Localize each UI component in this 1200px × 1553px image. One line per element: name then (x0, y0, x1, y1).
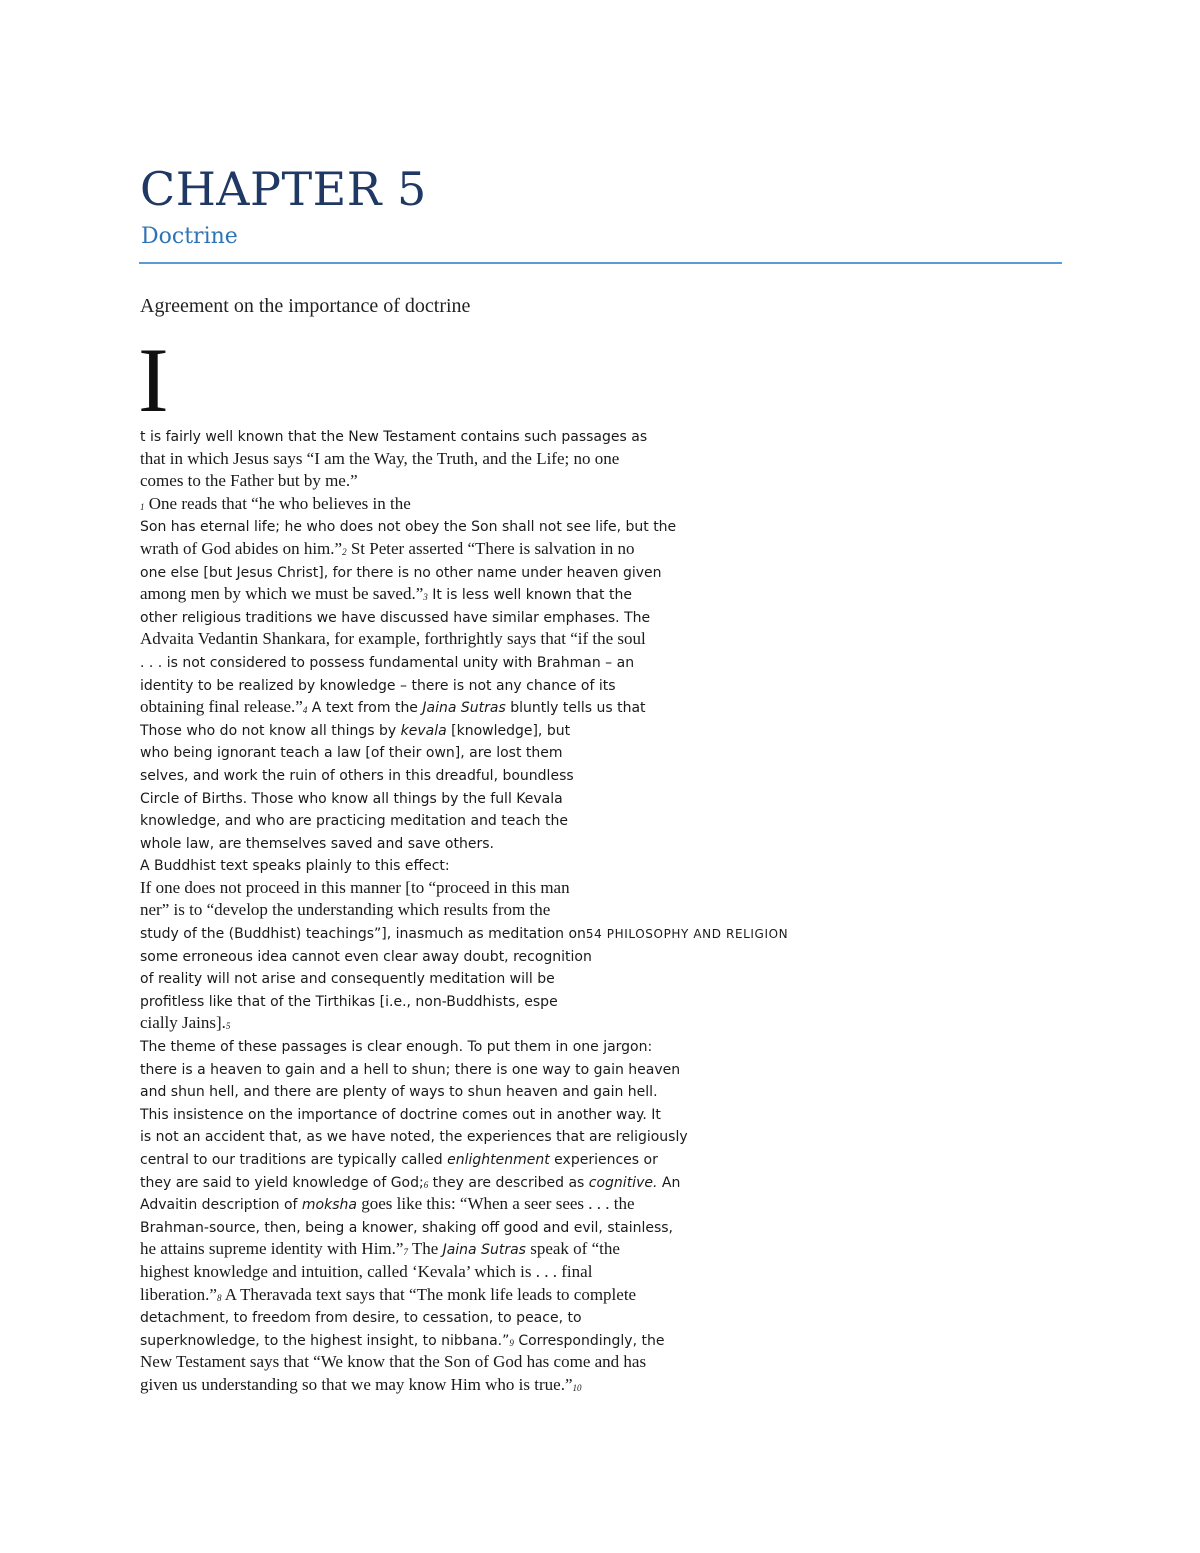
italic-term: enlightenment (447, 1152, 550, 1168)
text-run: superknowledge, to the highest insight, to nibbana.” (140, 1332, 510, 1349)
text-line (140, 741, 900, 764)
text-line (140, 1035, 900, 1058)
text-line (140, 628, 900, 651)
text-run: is not an accident that, as we have noted, the experiences that are religiously (140, 1129, 688, 1146)
text-run: It is less well known that the (427, 587, 632, 604)
text-run: highest knowledge and intuition, called ‘Kevala’ which is . . . final (140, 1261, 593, 1281)
text-run: knowledge, and who are practicing meditation and teach the (140, 813, 568, 830)
text-line (140, 719, 900, 742)
text-line (140, 1058, 900, 1081)
text-line (140, 1351, 900, 1374)
chapter-subtitle: Doctrine (141, 224, 238, 249)
text-run: experiences or (549, 1152, 658, 1168)
italic-term: kevala (400, 722, 447, 739)
footnote-marker: 7 (403, 1247, 408, 1258)
text-line (140, 1193, 900, 1216)
text-run: they are said to yield knowledge of God; (140, 1174, 424, 1191)
text-line (140, 1238, 900, 1261)
text-run: comes to the Father but by me.” (140, 471, 358, 491)
text-run: speak of “the (525, 1239, 620, 1259)
section-heading: Agreement on the importance of doctrine (140, 295, 471, 317)
text-run: liberation.” (140, 1284, 217, 1304)
footnote-marker: 6 (423, 1179, 429, 1190)
text-line (140, 1148, 900, 1171)
text-run: New Testament says that “We know that the Son of God has come and has (140, 1352, 647, 1372)
text-run: Son has eternal life; he who does not obey the Son shall not see life, but the (140, 519, 677, 536)
footnote-marker: 1 (140, 501, 145, 512)
footnote-marker: 2 (342, 546, 347, 557)
chapter-title: CHAPTER 5 (140, 162, 427, 216)
text-run: If one does not proceed in this manner [to “proceed in this man (140, 877, 570, 897)
text-line (140, 674, 900, 697)
title-divider (139, 262, 1062, 264)
footnote-marker: 8 (216, 1292, 222, 1303)
text-run: one else [but Jesus Christ], for there is no other name under heaven given (140, 564, 662, 581)
text-line (140, 493, 900, 516)
text-run: A Theravada text says that “The monk life leads to complete (221, 1284, 637, 1304)
text-run: and shun hell, and there are plenty of ways to shun heaven and gain hell. (140, 1084, 658, 1101)
text-run: they are described as (428, 1174, 589, 1191)
text-run: whole law, are themselves saved and save others. (140, 835, 494, 852)
text-line (140, 1216, 900, 1239)
text-line (140, 538, 900, 561)
text-run: ner” is to “develop the understanding which results from the (140, 900, 551, 920)
text-line (140, 651, 900, 674)
text-run: Advaita Vedantin Shankara, for example, forthrightly says that “if the soul (140, 629, 646, 649)
footnote-marker: 3 (423, 592, 428, 603)
text-line (140, 1329, 900, 1352)
text-line (140, 606, 900, 629)
text-line (140, 470, 900, 493)
text-run: Advaitin description of (140, 1197, 302, 1214)
italic-term: Jaina Sutras (442, 1242, 526, 1259)
drop-cap: I (138, 329, 169, 431)
text-run: that in which Jesus says “I am the Way, the Truth, and the Life; no one (140, 448, 620, 468)
text-run: who being ignorant teach a law [of their own], are lost them (140, 745, 563, 762)
text-run: cially Jains]. (140, 1013, 226, 1033)
text-run: detachment, to freedom from desire, to cessation, to peace, to (140, 1310, 582, 1327)
text-line (140, 1374, 900, 1397)
text-run: [knowledge], but (446, 722, 571, 739)
text-line (140, 515, 900, 538)
text-run: central to our traditions are typically called (140, 1152, 448, 1168)
text-line (140, 561, 900, 584)
text-run: . . . is not considered to possess fundamental unity with Brahman – an (140, 654, 635, 671)
text-run: A text from the (307, 700, 423, 717)
text-run: An (657, 1174, 681, 1191)
text-run: Brahman-source, then, being a knower, shaking off good and evil, stainless, (140, 1219, 673, 1236)
text-run: St Peter asserted “There is salvation in no (346, 538, 635, 558)
text-line (140, 945, 900, 968)
text-line (140, 425, 900, 448)
footnote-marker: 9 (509, 1337, 514, 1348)
text-run: of reality will not arise and consequently meditation will be (140, 971, 555, 988)
text-line (140, 696, 900, 719)
italic-term: moksha (301, 1197, 357, 1214)
text-line (140, 922, 900, 945)
text-run: Those who do not know all things by (140, 722, 401, 739)
italic-term: cognitive. (588, 1174, 658, 1191)
body-text (140, 425, 900, 1397)
text-line (140, 877, 900, 900)
text-run: bluntly tells us that (505, 700, 646, 717)
text-run: he attains supreme identity with Him.” (140, 1239, 404, 1259)
text-run: One reads that “he who believes in the (144, 493, 411, 513)
footnote-marker: 5 (225, 1021, 231, 1032)
text-run: selves, and work the ruin of others in this dreadful, boundless (140, 767, 574, 784)
text-run: identity to be realized by knowledge – there is not any chance of its (140, 677, 616, 694)
text-line (140, 583, 900, 606)
text-line (140, 809, 900, 832)
text-line (140, 967, 900, 990)
text-run: A Buddhist text speaks plainly to this effect: (140, 858, 450, 875)
text-run: among men by which we must be saved.” (140, 584, 424, 604)
text-line (140, 448, 900, 471)
text-run: wrath of God abides on him.” (140, 538, 343, 558)
text-run: The theme of these passages is clear enough. To put them in one jargon: (140, 1039, 653, 1056)
text-line (140, 1306, 900, 1329)
text-line (140, 1171, 900, 1194)
text-line (140, 1103, 900, 1126)
text-run: goes like this: “When a seer sees . . . the (356, 1194, 635, 1214)
text-line (140, 1261, 900, 1284)
text-run: other religious traditions we have discussed have similar emphases. The (140, 609, 651, 626)
text-line (140, 1012, 900, 1035)
text-run: The (407, 1239, 443, 1259)
text-run: study of the (Buddhist) teachings”], inasmuch as meditation on (140, 926, 586, 943)
text-line (140, 764, 900, 787)
text-run: given us understanding so that we may know Him who is true.” (140, 1374, 573, 1394)
text-line (140, 1284, 900, 1307)
text-line (140, 990, 900, 1013)
running-head: 54 PHILOSOPHY AND RELIGION (585, 927, 789, 942)
text-line (140, 1125, 900, 1148)
text-line (140, 1080, 900, 1103)
text-run: t is fairly well known that the New Testament contains such passages as (140, 429, 648, 445)
text-run: there is a heaven to gain and a hell to shun; there is one way to gain heaven (140, 1061, 681, 1078)
text-line (140, 899, 900, 922)
text-run: some erroneous idea cannot even clear away doubt, recognition (140, 948, 592, 965)
text-run: Correspondingly, the (513, 1332, 665, 1349)
footnote-marker: 10 (572, 1382, 582, 1393)
text-run: This insistence on the importance of doctrine comes out in another way. It (140, 1106, 661, 1123)
text-run: Circle of Births. Those who know all things by the full Kevala (140, 790, 563, 807)
footnote-marker: 4 (302, 705, 308, 716)
text-line (140, 787, 900, 810)
text-run: profitless like that of the Tirthikas [i.e., non-Buddhists, espe (140, 993, 558, 1010)
text-line (140, 832, 900, 855)
text-run: obtaining final release.” (140, 697, 303, 717)
italic-term: Jaina Sutras (422, 700, 506, 717)
text-line (140, 854, 900, 877)
